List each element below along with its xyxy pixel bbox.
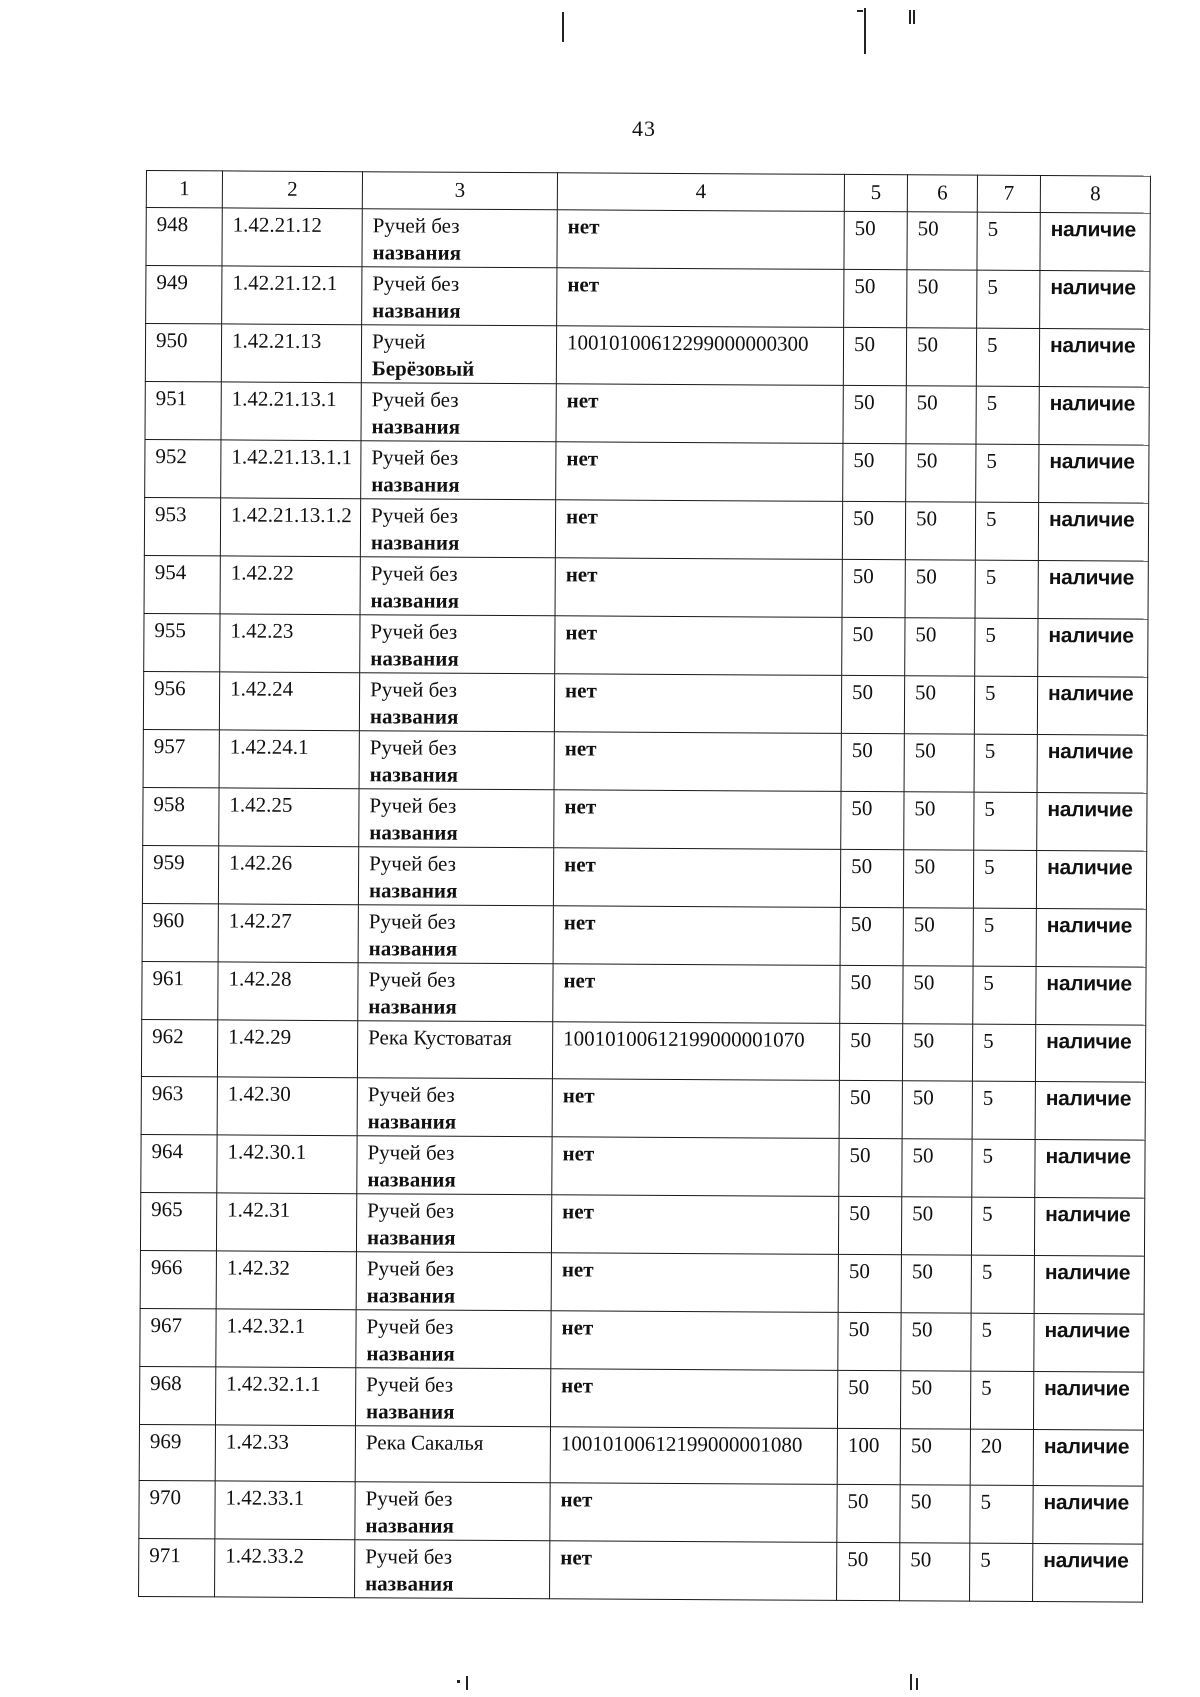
object-name-cell [355, 1540, 550, 1599]
presence-cell: наличие [1033, 1485, 1143, 1544]
value-cell-5: 50 [841, 733, 904, 791]
value-cell-7: 5 [970, 1543, 1033, 1601]
object-name-line: Ручей без [372, 213, 460, 238]
page-number: 43 [632, 116, 656, 141]
value-cell-5: 50 [838, 1254, 901, 1312]
table-row [140, 1192, 1144, 1256]
object-name-cell [355, 1482, 550, 1541]
presence-cell: наличие [1034, 1255, 1144, 1314]
value-cell-5: 50 [842, 559, 905, 617]
object-id-cell: 1.42.22 [220, 556, 360, 615]
object-name-cell [355, 1425, 550, 1483]
value-cell-7: 5 [970, 1371, 1033, 1429]
table-row [144, 613, 1148, 677]
object-name-cell [359, 673, 554, 732]
value-cell-5: 50 [839, 1080, 902, 1138]
object-name-line: названия [368, 994, 457, 1019]
object-id-cell: 1.42.30 [217, 1076, 357, 1135]
presence-cell: наличие [1035, 1024, 1145, 1081]
value-cell-6: 50 [900, 1370, 970, 1428]
value-cell-6: 50 [905, 618, 975, 676]
presence-cell: наличие [1040, 212, 1150, 271]
value-cell-6: 50 [906, 328, 976, 386]
row-number-cell: 968 [139, 1366, 215, 1424]
value-cell-7: 5 [975, 502, 1038, 560]
value-cell-6: 50 [902, 1080, 972, 1138]
object-id-cell: 1.42.31 [216, 1192, 356, 1251]
scan-mark [864, 8, 866, 54]
presence-cell: наличие [1038, 502, 1148, 561]
registry-code-cell: нет [551, 1194, 838, 1254]
column-header: 3 [362, 172, 557, 210]
object-name-cell [355, 1367, 550, 1426]
scan-mark [466, 1676, 468, 1690]
row-number-cell: 961 [142, 961, 218, 1019]
value-cell-7: 5 [971, 1255, 1034, 1313]
value-cell-5: 50 [842, 501, 905, 559]
object-name-cell [358, 905, 553, 964]
object-name-line: названия [367, 1166, 456, 1192]
object-name-line: Ручей без [365, 1544, 453, 1569]
registry-code-cell: нет [553, 848, 840, 908]
row-number-cell: 953 [144, 497, 220, 555]
table-row [144, 555, 1148, 619]
object-name-cell [362, 209, 557, 268]
object-id-cell: 1.42.26 [218, 846, 358, 905]
object-id-cell: 1.42.30.1 [217, 1134, 357, 1193]
registry-code-cell: нет [555, 558, 842, 618]
presence-cell: наличие [1036, 908, 1146, 967]
value-cell-7: 5 [971, 1313, 1034, 1371]
value-cell-7: 5 [973, 850, 1036, 908]
object-name-line: названия [368, 878, 458, 903]
value-cell-7: 5 [974, 734, 1037, 792]
object-name-line: Ручей без [370, 619, 458, 644]
object-name-cell [361, 441, 556, 500]
object-name-cell [361, 325, 556, 384]
object-name-line: названия [366, 1340, 455, 1366]
registry-code-cell: нет [552, 1136, 839, 1196]
value-cell-5: 50 [840, 849, 903, 907]
table-row [140, 1250, 1144, 1314]
object-id-cell: 1.42.25 [219, 788, 359, 847]
presence-cell: наличие [1037, 676, 1147, 735]
value-cell-5: 50 [843, 327, 906, 385]
value-cell-6: 50 [904, 734, 974, 792]
object-id-cell: 1.42.32.1.1 [215, 1366, 355, 1425]
object-id-cell: 1.42.29 [217, 1020, 357, 1077]
value-cell-7: 5 [974, 676, 1037, 734]
row-number-cell: 950 [145, 324, 221, 382]
object-name-line: Ручей без [371, 503, 458, 528]
object-id-cell: 1.42.24 [219, 672, 359, 731]
presence-cell: наличие [1036, 966, 1146, 1025]
value-cell-5: 50 [844, 211, 907, 269]
row-number-cell: 952 [145, 439, 221, 497]
presence-cell: наличие [1038, 618, 1148, 677]
scan-mark [913, 10, 915, 24]
object-name-line: названия [371, 414, 461, 439]
row-number-cell: 965 [140, 1192, 216, 1250]
value-cell-7: 5 [971, 1197, 1034, 1255]
value-cell-7: 5 [975, 618, 1038, 676]
table-row [142, 903, 1146, 967]
object-name-cell [359, 789, 554, 848]
scan-mark [910, 1674, 912, 1690]
value-cell-7: 5 [976, 386, 1039, 444]
value-cell-5: 50 [841, 791, 904, 849]
row-number-cell: 962 [141, 1019, 217, 1076]
object-name-line: Ручей без [370, 677, 458, 702]
object-name-cell [362, 267, 557, 326]
value-cell-5: 50 [839, 1138, 902, 1196]
object-name-cell [357, 1135, 552, 1194]
object-name-cell [360, 615, 555, 674]
row-number-cell: 951 [145, 381, 221, 439]
object-name-line: названия [372, 240, 462, 265]
value-cell-7: 20 [970, 1429, 1033, 1486]
presence-cell: наличие [1040, 270, 1150, 329]
registry-code-cell: нет [556, 442, 843, 502]
object-name-cell [359, 731, 554, 790]
object-name-line: Ручей без [366, 1313, 454, 1339]
row-number-cell: 960 [142, 903, 218, 961]
row-number-cell: 964 [141, 1134, 217, 1192]
value-cell-6: 50 [907, 212, 977, 270]
value-cell-5: 50 [842, 617, 905, 675]
value-cell-7: 5 [977, 270, 1040, 328]
object-id-cell: 1.42.21.13.1 [221, 382, 361, 441]
object-name-line: названия [372, 298, 461, 323]
table-row [145, 381, 1149, 445]
scan-mark [857, 10, 863, 12]
object-name-line: Берёзовый [371, 356, 475, 381]
value-cell-7: 5 [977, 212, 1040, 270]
table-row [141, 1019, 1145, 1081]
object-name-line: названия [366, 1398, 455, 1424]
object-name-line: Ручей без [369, 851, 457, 876]
object-name-line: Ручей без [366, 1255, 454, 1281]
presence-cell: наличие [1033, 1429, 1143, 1486]
object-name-line: Ручей без [367, 1081, 455, 1107]
value-cell-5: 50 [843, 443, 906, 501]
column-header: 2 [222, 171, 362, 209]
value-cell-5: 50 [840, 965, 903, 1023]
scan-mark [916, 1678, 918, 1690]
value-cell-7: 5 [972, 1081, 1035, 1139]
presence-cell: наличие [1039, 444, 1149, 503]
object-name-line: Ручей без [368, 967, 456, 992]
table-row [142, 845, 1146, 909]
object-name-line: Река Сакалья [365, 1429, 484, 1455]
presence-cell: наличие [1034, 1197, 1144, 1256]
registry-code-cell: нет [556, 384, 843, 444]
row-number-cell: 948 [146, 208, 222, 266]
registry-code-cell: нет [552, 1078, 839, 1138]
object-name-cell [361, 383, 556, 442]
value-cell-6: 50 [901, 1196, 971, 1254]
object-name-line: названия [367, 1108, 457, 1134]
object-name-line: названия [370, 646, 459, 671]
registry-code-cell: нет [550, 1483, 837, 1543]
object-name-line: названия [369, 762, 459, 787]
column-header: 1 [146, 171, 222, 208]
object-name-line: Ручей без [368, 909, 456, 934]
presence-cell: наличие [1033, 1543, 1143, 1602]
value-cell-5: 50 [837, 1484, 900, 1542]
object-name-line: Ручей без [369, 793, 457, 818]
table-row [139, 1538, 1143, 1602]
value-cell-5: 50 [837, 1370, 900, 1428]
object-id-cell: 1.42.28 [218, 962, 358, 1021]
table-row [139, 1480, 1143, 1544]
value-cell-6: 50 [903, 850, 973, 908]
value-cell-6: 50 [901, 1312, 971, 1370]
registry-code-cell: нет [554, 674, 841, 734]
presence-cell: наличие [1034, 1313, 1144, 1372]
object-id-cell: 1.42.33.1 [215, 1481, 355, 1540]
object-name-line: названия [369, 704, 459, 729]
value-cell-6: 50 [905, 560, 975, 618]
object-name-cell [356, 1309, 551, 1368]
value-cell-7: 5 [972, 1139, 1035, 1197]
object-name-line: Ручей без [372, 271, 460, 296]
object-name-line: Ручей [371, 329, 426, 354]
value-cell-6: 50 [900, 1485, 970, 1543]
object-name-line: Ручей без [370, 561, 458, 586]
registry-code-cell: нет [555, 616, 842, 676]
registry-code-cell: нет [555, 500, 842, 560]
column-header: 5 [844, 174, 907, 211]
value-cell-7: 5 [975, 560, 1038, 618]
scan-mark [909, 10, 911, 24]
registry-code-cell: нет [553, 964, 840, 1024]
object-name-line: названия [366, 1282, 456, 1308]
value-cell-5: 50 [840, 907, 903, 965]
object-name-line: Ручей без [369, 735, 457, 760]
value-cell-5: 50 [838, 1312, 901, 1370]
row-number-cell: 966 [140, 1250, 216, 1308]
table-row [146, 208, 1150, 272]
registry-code-cell: 10010100612299000000300 [556, 326, 843, 386]
object-name-cell [360, 557, 555, 616]
registry-code-cell: нет [553, 906, 840, 966]
presence-cell: наличие [1037, 734, 1147, 793]
registry-code-cell: нет [551, 1252, 838, 1312]
object-name-line: названия [366, 1224, 456, 1250]
value-cell-7: 5 [972, 1024, 1035, 1081]
presence-cell: наличие [1033, 1371, 1143, 1430]
row-number-cell: 955 [144, 613, 220, 671]
value-cell-5: 50 [838, 1196, 901, 1254]
presence-cell: наличие [1039, 386, 1149, 445]
object-id-cell: 1.42.24.1 [219, 730, 359, 789]
table-row [139, 1366, 1143, 1430]
row-number-cell: 954 [144, 555, 220, 613]
row-number-cell: 971 [139, 1538, 215, 1596]
value-cell-7: 5 [970, 1485, 1033, 1543]
scan-mark [562, 12, 564, 42]
value-cell-7: 5 [976, 328, 1039, 386]
object-name-line: Ручей без [367, 1139, 455, 1165]
presence-cell: наличие [1035, 1081, 1145, 1140]
table-row [146, 266, 1150, 330]
value-cell-6: 50 [902, 1024, 972, 1081]
column-header: 4 [557, 173, 844, 212]
value-cell-6: 50 [904, 676, 974, 734]
value-cell-6: 50 [900, 1428, 970, 1485]
object-id-cell: 1.42.21.13 [221, 324, 361, 383]
value-cell-6: 50 [904, 792, 974, 850]
registry-code-cell: нет [550, 1541, 837, 1601]
object-name-cell [357, 1021, 552, 1079]
object-name-line: Ручей без [367, 1197, 455, 1223]
row-number-cell: 970 [139, 1480, 215, 1538]
object-name-line: Ручей без [371, 445, 459, 470]
object-name-line: Ручей без [365, 1486, 453, 1511]
object-name-cell [358, 847, 553, 906]
column-header: 8 [1040, 175, 1150, 213]
row-number-cell: 958 [143, 787, 219, 845]
object-name-cell [356, 1193, 551, 1252]
presence-cell: наличие [1036, 850, 1146, 909]
row-number-cell: 956 [143, 671, 219, 729]
row-number-cell: 959 [142, 845, 218, 903]
object-id-cell: 1.42.23 [220, 614, 360, 673]
row-number-cell: 967 [140, 1308, 216, 1366]
row-number-cell: 969 [139, 1424, 215, 1481]
object-name-cell [358, 963, 553, 1022]
value-cell-5: 50 [843, 385, 906, 443]
value-cell-5: 50 [844, 269, 907, 327]
registry-code-cell: нет [557, 268, 844, 328]
registry-code-cell: нет [554, 732, 841, 792]
object-id-cell: 1.42.32 [216, 1250, 356, 1309]
object-id-cell: 1.42.33 [215, 1424, 355, 1481]
object-id-cell: 1.42.21.12.1 [222, 266, 362, 325]
object-id-cell: 1.42.21.12 [222, 208, 362, 267]
presence-cell: наличие [1035, 1139, 1145, 1198]
registry-code-cell: нет [557, 210, 844, 270]
table-row [143, 729, 1147, 793]
table-row [145, 439, 1149, 503]
object-id-cell: 1.42.27 [218, 904, 358, 963]
value-cell-6: 50 [907, 270, 977, 328]
registry-code-cell: нет [550, 1368, 837, 1428]
object-name-line: Река Кустоватая [368, 1025, 512, 1051]
object-name-cell [357, 1077, 552, 1136]
table-row [143, 671, 1147, 735]
column-header: 7 [977, 175, 1040, 212]
presence-cell: наличие [1038, 560, 1148, 619]
table-row [140, 1308, 1144, 1372]
water-objects-table [138, 170, 1151, 1603]
registry-code-cell: нет [554, 790, 841, 850]
value-cell-5: 100 [837, 1428, 900, 1485]
object-name-line: названия [365, 1571, 454, 1596]
value-cell-6: 50 [906, 444, 976, 502]
registry-code-cell: нет [551, 1310, 838, 1370]
value-cell-5: 50 [841, 675, 904, 733]
presence-cell: наличие [1039, 328, 1149, 387]
table-row [145, 324, 1149, 388]
row-number-cell: 949 [146, 266, 222, 324]
object-id-cell: 1.42.32.1 [216, 1308, 356, 1367]
table-row [143, 787, 1147, 851]
object-name-line: названия [369, 820, 458, 845]
value-cell-5: 50 [839, 1023, 902, 1080]
value-cell-6: 50 [903, 908, 973, 966]
value-cell-5: 50 [837, 1542, 900, 1600]
object-name-line: названия [368, 936, 458, 961]
registry-code-cell: 10010100612199000001080 [550, 1426, 837, 1484]
presence-cell: наличие [1037, 792, 1147, 851]
value-cell-7: 5 [973, 966, 1036, 1024]
object-name-cell [356, 1251, 551, 1310]
value-cell-6: 50 [903, 966, 973, 1024]
object-id-cell: 1.42.33.2 [215, 1539, 355, 1598]
value-cell-6: 50 [901, 1254, 971, 1312]
object-name-line: названия [365, 1513, 454, 1538]
value-cell-6: 50 [902, 1138, 972, 1196]
object-name-line: названия [370, 530, 460, 555]
value-cell-7: 5 [974, 792, 1037, 850]
object-name-line: названия [370, 588, 460, 613]
table-row [141, 1134, 1145, 1198]
column-header: 6 [907, 175, 977, 212]
value-cell-7: 5 [976, 444, 1039, 502]
table-row [141, 1076, 1145, 1140]
table-row [142, 961, 1146, 1025]
value-cell-6: 50 [906, 386, 976, 444]
object-name-line: названия [371, 472, 460, 497]
value-cell-6: 50 [905, 502, 975, 560]
scan-mark [457, 1680, 460, 1683]
table-row [139, 1424, 1143, 1486]
value-cell-6: 50 [900, 1543, 970, 1601]
table-row [144, 497, 1148, 561]
value-cell-7: 5 [973, 908, 1036, 966]
registry-code-cell: 10010100612199000001070 [552, 1022, 839, 1080]
object-name-line: Ручей без [371, 387, 459, 412]
object-name-line: Ручей без [366, 1371, 454, 1397]
table-header-row [146, 171, 1150, 214]
object-name-cell [360, 499, 555, 558]
row-number-cell: 963 [141, 1076, 217, 1134]
object-id-cell: 1.42.21.13.1.1 [221, 440, 361, 499]
row-number-cell: 957 [143, 729, 219, 787]
object-id-cell: 1.42.21.13.1.2 [220, 498, 360, 557]
